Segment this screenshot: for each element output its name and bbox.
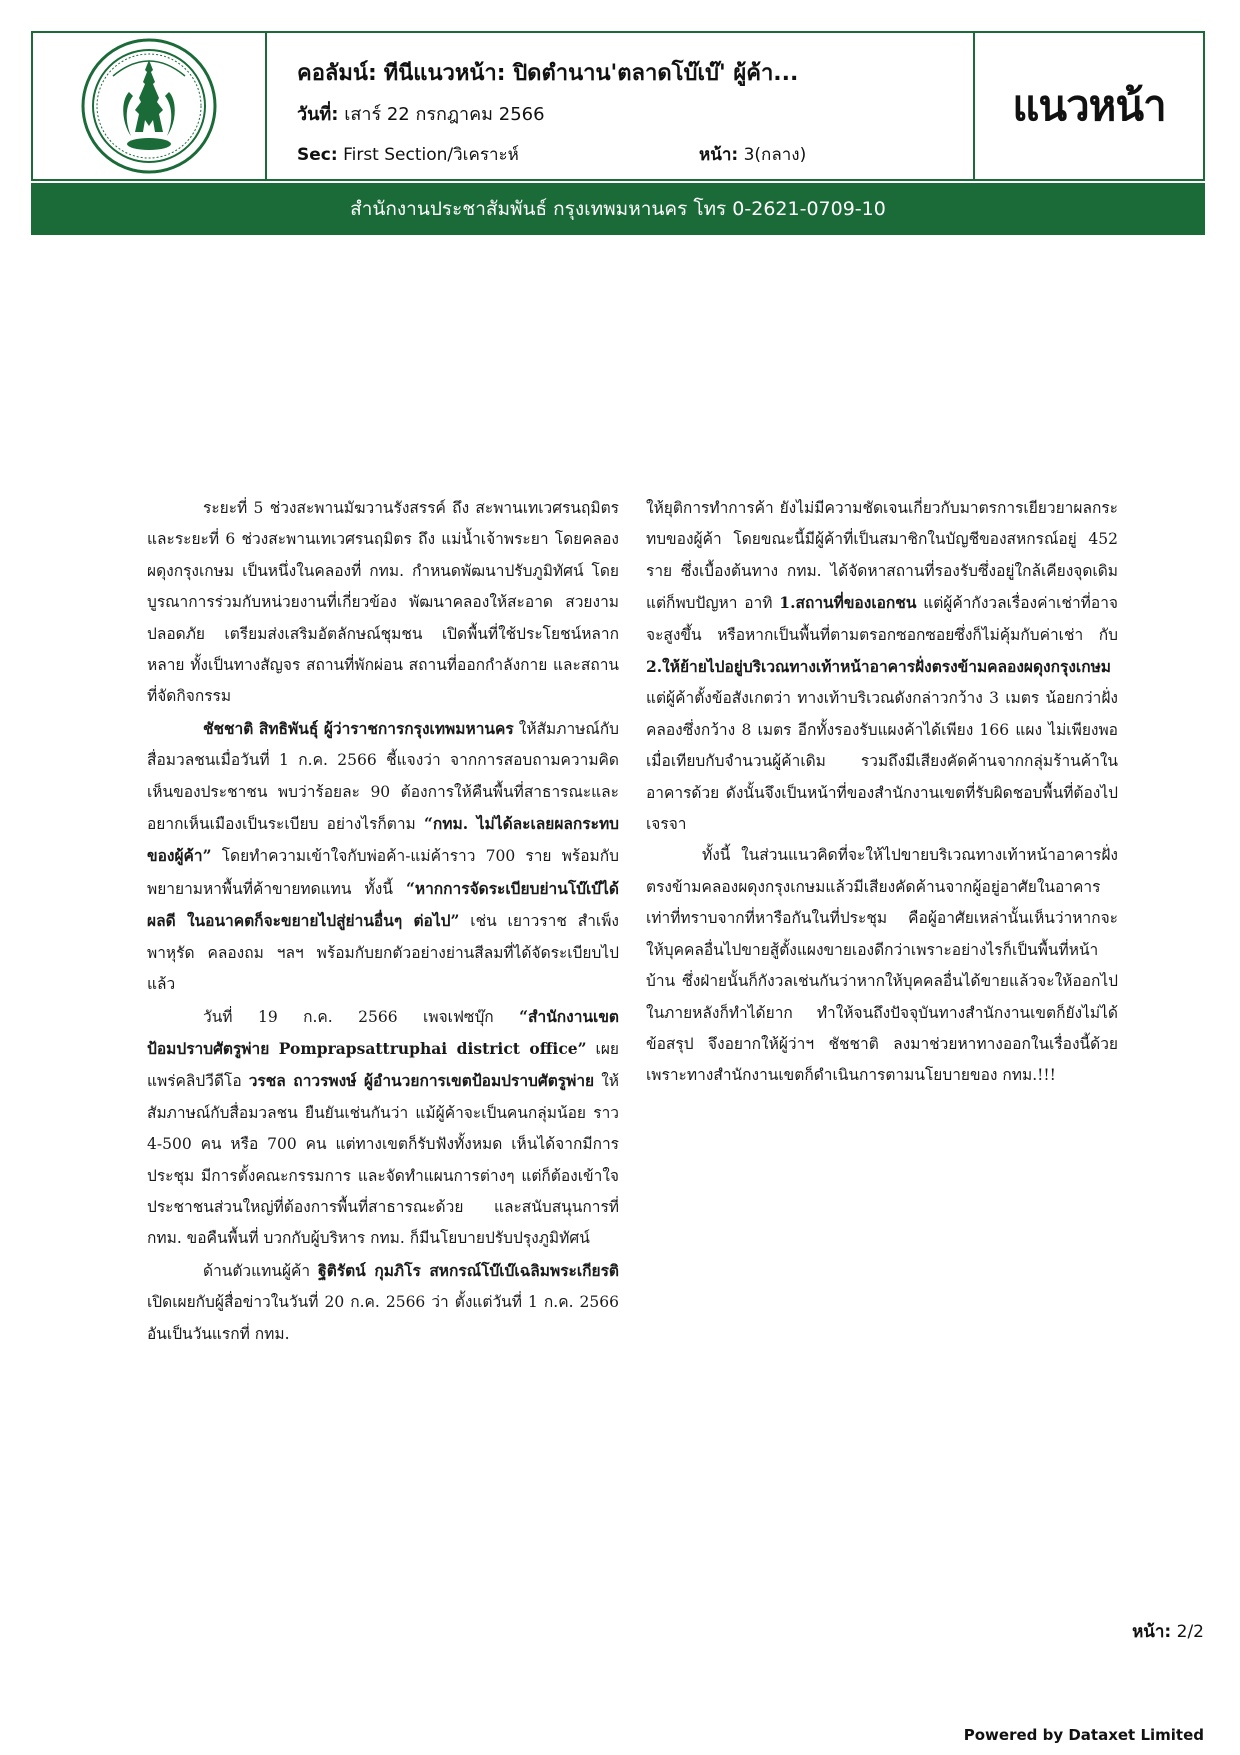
pr-office-banner: สำนักงานประชาสัมพันธ์ กรุงเทพมหานคร โทร 0-2621-0709-10 (31, 183, 1205, 235)
article-column-left (147, 493, 619, 1350)
publication-cell (975, 33, 1203, 179)
paragraph: ด้านตัวแทนผู้ค้า ฐิติรัตน์ กุมภิโร สหกรณ์โบ๊เบ๊เฉลิมพระเกียรติ เปิดเผยกับผู้สื่อข่าวในวันที่ 20 ก.ค. 2566 ว่า ตั้งแต่วันที่ 1 ก.ค. 2566 อันเป็นวันแรกที่ กทม. (147, 1260, 619, 1343)
article-column-right (646, 493, 1118, 1092)
paragraph: ให้ยุติการทำการค้า ยังไม่มีความชัดเจนเกี่ยวกับมาตรการเยียวยาผลกระทบของผู้ค้า โดยขณะนี้มีผู้ค้าที่เป็นสมาชิกในบัญชีของสหกรณ์อยู่ 452 ราย ซึ่งเบื้องต้นทาง กทม. ได้จัดหาสถานที่รองรับซึ่งอยู่ใกล้เคียงจุดเดิม แต่ก็พบปัญหา อาทิ 1.สถานที่ของเอกชน แต่ผู้ค้ากังวลเรื่องค่าเช่าที่อาจจะสูงขึ้น หรือหากเป็นพื้นที่ตามตรอกซอกซอยซึ่งก็ไม่คุ้มกับค่าเช่า กับ 2.ให้ย้ายไปอยู่บริเวณทางเท้าหน้าอาคารฝั่งตรงข้ามคลองผดุงกรุงเกษม แต่ผู้ค้าตั้งข้อสังเกตว่า ทางเท้าบริเวณดังกล่าวกว้าง 3 เมตร น้อยกว่าฝั่งคลองซึ่งกว้าง 8 เมตร อีกทั้งรองรับแผงค้าได้เพียง 166 แผง ไม่เพียงพอเมื่อเทียบกับจำนวนผู้ค้าเดิม รวมถึงมีเสียงคัดค้านจากกลุ่มร้านค้าในอาคารด้วย ดังนั้นจึงเป็นหน้าที่ของสำนักงานเขตที่รับผิดชอบพื้นที่ต้องไปเจรจา (646, 499, 1118, 834)
paragraph: ระยะที่ 5 ช่วงสะพานมัฆวานรังสรรค์ ถึง สะพานเทเวศรนฤมิตร และระยะที่ 6 ช่วงสะพานเทเวศรนฤมิตร ถึง แม่น้ำเจ้าพระยา โดยคลองผดุงกรุงเกษม เป็นหนึ่งในคลองที่ กทม. กำหนดพัฒนาปรับภูมิทัศน์ โดยบูรณาการร่วมกับหน่วยงานที่เกี่ยวข้อง พัฒนาคลองให้สะอาด สวยงาม ปลอดภัย เตรียมส่งเสริมอัตลักษณ์ชุมชน เปิดพื้นที่ใช้ประโยชน์หลากหลาย ทั้งเป็นทางสัญจร สถานที่พักผ่อน สถานที่ออกกำลังกาย และสถานที่จัดกิจกรรม (147, 499, 619, 706)
paragraph: ทั้งนี้ ในส่วนแนวคิดที่จะให้ไปขายบริเวณทางเท้าหน้าอาคารฝั่งตรงข้ามคลองผดุงกรุงเกษมแล้วมีเสียงคัดค้านจากผู้อยู่อาศัยในอาคาร เท่าที่ทราบจากที่หารือกันในที่ประชุม คือผู้อาศัยเหล่านั้นเห็นว่าหากจะให้บุคคลอื่นไปขายสู้ตั้งแผงขายเองดีกว่าเพราะอย่างไรก็เป็นพื้นที่หน้าบ้าน ซึ่งฝ่ายนั้นก็กังวลเช่นกันว่าหากให้บุคคลอื่นได้ขายแล้วจะให้ออกไปในภายหลังก็ทำได้ยาก ทำให้จนถึงปัจจุบันทางสำนักงานเขตก็ยังไม่ได้ข้อสรุป จึงอยากให้ผู้ว่าฯ ชัชชาติ ลงมาช่วยหาทางออกในเรื่องนี้ด้วย เพราะทางสำนักงานเขตก็ดำเนินการตามนโยบายของ กทม.!!! (646, 846, 1118, 1085)
date-line: วันที่: เสาร์ 22 กรกฎาคม 2566 (297, 104, 545, 125)
column-title: คอลัมน์: ทีนีแนวหน้า: ปิดตำนาน'ตลาดโบ๊เบ๊' ผู้ค้า... (297, 61, 799, 86)
section-line: Sec: First Section/วิเคราะห์ (297, 145, 519, 165)
paragraph: ชัชชาติ สิทธิพันธุ์ ผู้ว่าราชการกรุงเทพมหานคร ให้สัมภาษณ์กับสื่อมวลชนเมื่อวันที่ 1 ก.ค. 2566 ชี้แจงว่า จากการสอบถามความคิดเห็นของประชาชน พบว่าร้อยละ 90 ต้องการให้คืนพื้นที่สาธารณะและอยากเห็นเมืองเป็นระเบียบ อย่างไรก็ตาม “กทม. ไม่ได้ละเลยผลกระทบของผู้ค้า” โดยทำความเข้าใจกับพ่อค้า-แม่ค้าราว 700 ราย พร้อมกับพยายามหาพื้นที่ค้าขายทดแทน ทั้งนี้ “หากการจัดระเบียบย่านโบ๊เบ๊ได้ผลดี ในอนาคตก็จะขยายไปสู่ย่านอื่นๆ ต่อไป” เช่น เยาวราช สำเพ็ง พาหุรัด คลองถม ฯลฯ พร้อมกับยกตัวอย่างย่านสีลมที่ได้จัดระเบียบไปแล้ว (147, 718, 620, 994)
meta-cell (267, 33, 975, 179)
paragraph: วันที่ 19 ก.ค. 2566 เพจเฟซบุ๊ก “สำนักงานเขตป้อมปราบศัตรูพ่าย Pomprapsattruphai district office” เผยแพร่คลิปวีดีโอ วรชล ถาวรพงษ์ ผู้อำนวยการเขตป้อมปราบศัตรูพ่าย ให้สัมภาษณ์กับสื่อมวลชน ยืนยันเช่นกันว่า แม้ผู้ค้าจะเป็นคนกลุ่มน้อย ราว 4-500 คน หรือ 700 คน แต่ทางเขตก็รับฟังทั้งหมด เห็นได้จากมีการประชุม มีการตั้งคณะกรรมการ และจัดทำแผนการต่างๆ แต่ก็ต้องเข้าใจประชาชนส่วนใหญ่ที่ต้องการพื้นที่สาธารณะด้วย และสนับสนุนการที่ กทม. ขอคืนพื้นที่ บวกกับผู้บริหาร กทม. ก็มีนโยบายปรับปรุงภูมิทัศน์ (147, 1006, 619, 1248)
publication-name: แนวหน้า (1012, 81, 1166, 130)
powered-by: Powered by Dataxet Limited (963, 1726, 1204, 1744)
source-page-line: หน้า: 3(กลาง) (699, 145, 807, 165)
page-number: หน้า: 2/2 (1132, 1622, 1204, 1642)
logo-cell (33, 33, 267, 179)
header-box (31, 31, 1205, 181)
bangkok-seal-icon (79, 36, 219, 176)
